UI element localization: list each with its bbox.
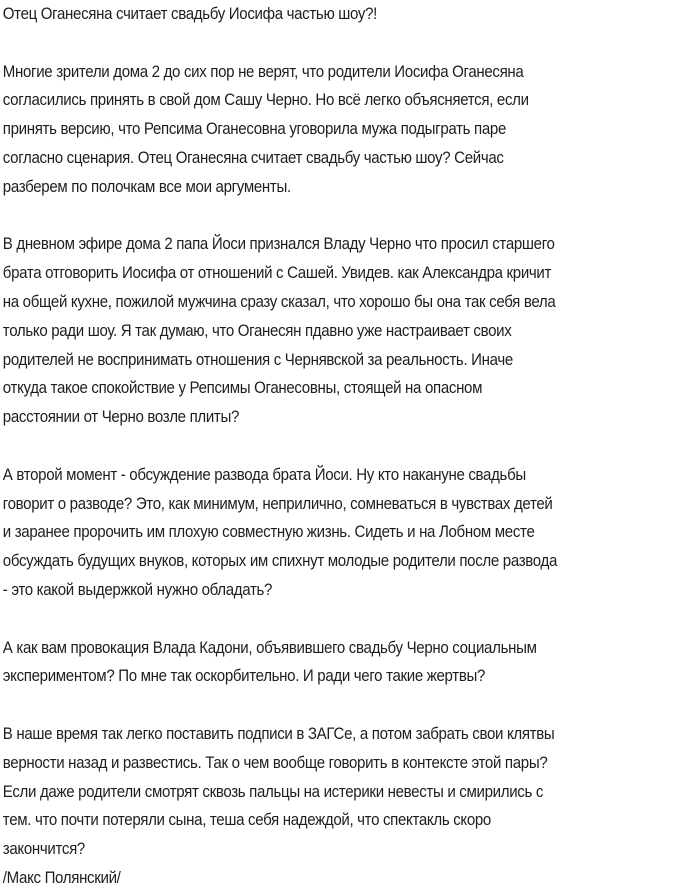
paragraph-line: принять версию, что Репсима Оганесовна уговорила мужа подыграть паре: [2, 120, 506, 139]
article-title: Отец Оганесяна считает свадьбу Иосифа частью шоу?!: [2, 5, 378, 23]
paragraph-line: закончится?: [2, 840, 85, 859]
paragraph-line: В наше время так легко поставить подписи в ЗАГСе, а потом забрать свои клятвы: [2, 724, 555, 743]
paragraph-2: [3, 230, 691, 432]
paragraph-line: А второй момент - обсуждение развода брата Йоси. Ну кто накануне свадьбы: [2, 465, 526, 484]
paragraph-line: - это какой выдержкой нужно обладать?: [2, 580, 273, 599]
paragraph-line: расстоянии от Черно возле плиты?: [2, 408, 240, 427]
paragraph-5: [3, 720, 691, 864]
paragraph-1: [3, 58, 691, 202]
paragraph-line: откуда такое спокойствие у Репсимы Оганесовны, стоящей на опасном: [2, 379, 483, 398]
paragraph-line: верности назад и развестись. Так о чем вообще говорить в контексте этой пары?: [2, 753, 548, 772]
paragraph-4: [3, 634, 691, 692]
paragraph-line: тем. что почти потеряли сына, теша себя надеждой, что спектакль скоро: [2, 811, 491, 830]
paragraph-line: разберем по полочкам все мои аргументы.: [2, 177, 291, 196]
paragraph-line: Многие зрители дома 2 до сих пор не верят, что родители Иосифа Оганесяна: [2, 62, 524, 81]
paragraph-line: Если даже родители смотрят сквозь пальцы на истерики невесты и смирились с: [2, 782, 544, 801]
paragraph-line: на общей кухне, пожилой мужчина сразу сказал, что хорошо бы она так себя вела: [2, 292, 556, 311]
paragraph-line: согласились принять в свой дом Сашу Черно. Но всё легко объясняется, если: [2, 91, 529, 110]
paragraph-line: родителей не воспринимать отношения с Чернявской за реальность. Иначе: [2, 350, 513, 369]
paragraph-line: брата отговорить Иосифа от отношений с Сашей. Увидев. как Александра кричит: [2, 264, 552, 283]
paragraph-line: говорит о разводе? Это, как минимум, неприлично, сомневаться в чувствах детей: [2, 494, 553, 513]
author-signature: /Макс Полянский/: [2, 868, 121, 887]
paragraph-line: и заранее пророчить им плохую совместную жизнь. Сидеть и на Лобном месте: [2, 523, 535, 542]
paragraph-line: В дневном эфире дома 2 папа Йоси признался Владу Черно что просил старшего: [2, 235, 555, 254]
paragraph-line: только ради шоу. Я так думаю, что Оганесян пдавно уже настраивает своих: [2, 321, 512, 340]
paragraph-3: [3, 461, 691, 605]
paragraph-line: согласно сценария. Отец Оганесяна считает свадьбу частью шоу? Сейчас: [2, 148, 504, 167]
paragraph-line: А как вам провокация Влада Кадони, объявившего свадьбу Черно социальным: [2, 638, 537, 657]
paragraph-line: обсуждать будущих внуков, которых им спихнут молодые родители после развода: [2, 552, 558, 571]
paragraph-line: экспериментом? По мне так оскорбительно. И ради чего такие жертвы?: [2, 667, 486, 686]
